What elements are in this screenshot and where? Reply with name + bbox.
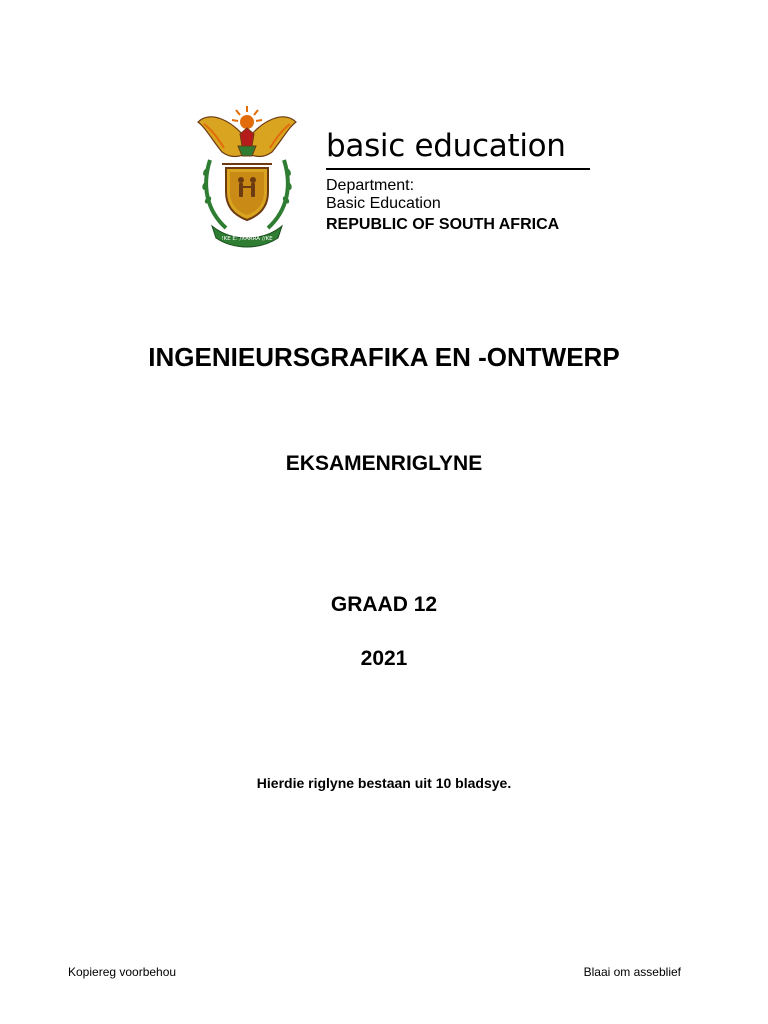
turn-page-notice: Blaai om asseblief <box>583 965 681 979</box>
grade-label: GRAAD 12 <box>330 593 438 616</box>
department-logo <box>192 100 602 256</box>
country-name: REPUBLIC OF SOUTH AFRICA <box>326 216 560 233</box>
brand-title: basic education <box>326 128 566 164</box>
exam-year: 2021 <box>360 647 408 670</box>
department-label: Department: <box>326 177 415 194</box>
subject-title: INGENIEURSGRAFIKA EN -ONTWERP <box>148 342 620 372</box>
page-count-note: Hierdie riglyne bestaan uit 10 bladsye. <box>256 775 512 791</box>
motto-text: !KE E: /XARRA //KE <box>221 236 273 242</box>
brand-divider <box>326 168 590 170</box>
department-name: Basic Education <box>326 195 441 212</box>
south-africa-coat-of-arms-icon <box>192 100 302 250</box>
copyright-notice: Kopiereg voorbehou <box>68 965 177 979</box>
document-type: EKSAMENRIGLYNE <box>285 452 483 475</box>
